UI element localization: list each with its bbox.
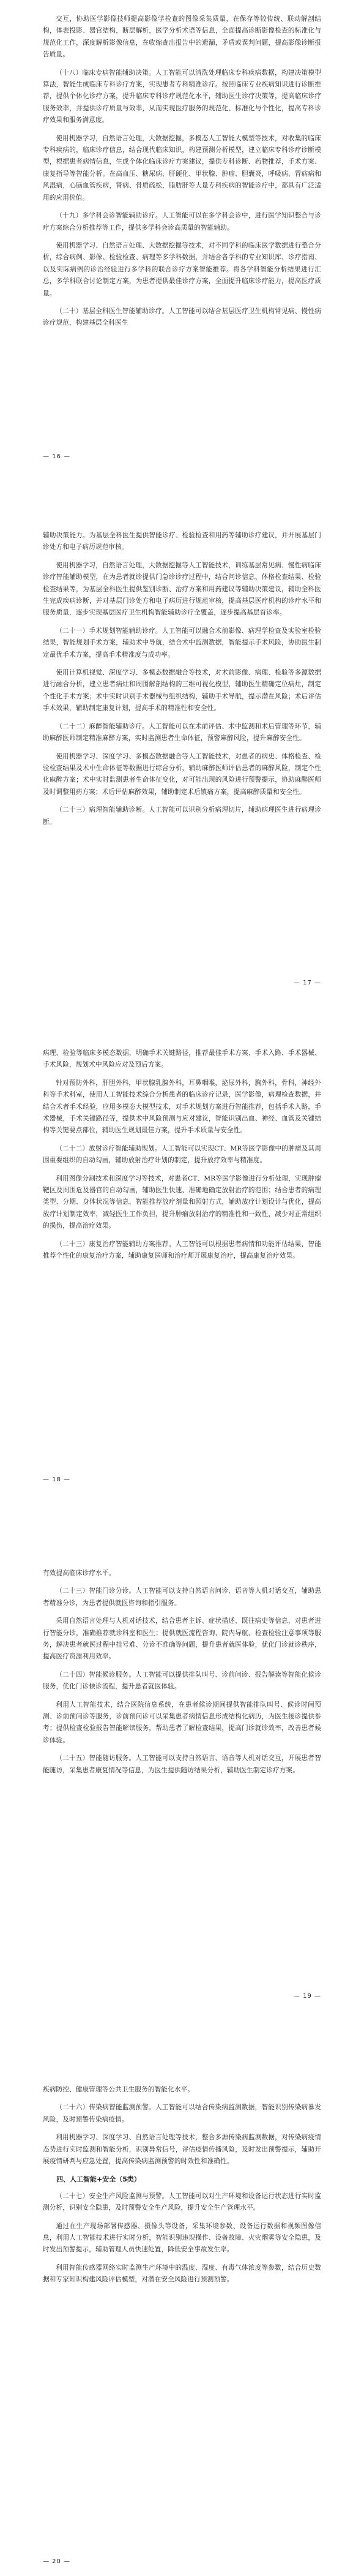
page-body [43, 530, 321, 828]
page-number: — 18 — [43, 1476, 71, 1483]
page-body [43, 2084, 321, 2286]
paragraph: （二十）基层全科医生智能辅助诊疗。人工智能可以结合基层医疗卫生机构常见病、慢性病诊疗规范，构建基层全科医生 [43, 307, 321, 327]
document-page-2 [0, 515, 364, 1030]
paragraph: 交互，协助医学影像技师提高影像学检查的图像采集质量，在保存等较传统、联动解剖结构，体表投影、器官结构，断层解析，医学分析术语等信息，全面提高诊断影像检查的标准化与规范化工作，深度解析影像信息，在收缩查出报告中的遗漏，矛盾或误判问题，提高影像诊断报告质量。 [43, 15, 321, 59]
paragraph: 病理、检验等临床多模态数据，明确手术关键路径，推荐最佳手术方案、手术入路、手术器械、手术风险，规划术中风险应对及预后方案。 [43, 1049, 321, 1069]
paragraph: 采用自然语言处理与人机对话技术，结合患者主诉、症状描述、既往病史等信息，对患者进行智能分诊，准确推荐就诊科室和医生；提供就医流程咨询、院内导航、检查检验注意事项等服务，解决患者就医过程中挂号难、分诊不准确等问题，提升患者就医体验，优化门诊就诊秩序，提高医疗资源利用效率。 [43, 1617, 321, 1661]
paragraph: 使用机器学习、自然语言处理、大数据挖掘等技术，对不同学科的临床医学数据进行整合分析，综合病例、影像、检验检查、病理等多学科数据，并结合各学科的专业知识库、诊疗指南、以及实际病例的诊治经验进行多学科的联合诊疗方案智能推荐。将各学科智能分析结果进行汇总，多学科联合讨论制定方案，为患者提供最佳诊疗方案，全面提升临床诊疗能力，提高医疗质量。 [43, 241, 321, 297]
paragraph: 针对预防外科，肝胆外科，甲状腺乳腺外科，耳鼻咽喉，泌尿外科，胸外科，骨科，神经外科等手术科室，使用人工智能技术综合分析患者的临床诊疗记录，医学影像，病理检查数据，并结合术者手术经验，应用多模态大模型技术，对手术规划方案进行智能推荐，包括手术入路，手术器械，手术关键路径等，提供术中风险预测与应对建议，智能识别出血、神经、血管及关键结构等关键要点部位，辅助医生规划最佳方案，提升手术质量与安全性。 [43, 1079, 321, 1135]
paragraph: （二十二）麻醉智能辅助诊疗。人工智能可以在术前评估、术中监测和术后管理等环节，辅助麻醉医师制定精准麻醉方案，实时监测患者生命体征，预警麻醉风险，提升麻醉安全性。 [43, 722, 321, 742]
paragraph: （二十一）手术规划智能辅助诊疗。人工智能可以融合术前影像、病理学检查及实验室检验结果，智能规划手术方案，辅助术中导航，结合术中监测数据，智能提示手术风险，协助医生制定最优手术方案，提高手术精准度与成功率。 [43, 627, 321, 659]
paragraph: 利用智能传感器网络实时监测生产环境中的温度、湿度、有毒气体浓度等参数，结合历史数据和专家知识构建风险评估模型，对潜在安全风险进行预测预警。 [43, 2264, 321, 2284]
document-page-4 [0, 1546, 364, 2061]
paragraph: （二十三）病理智能辅助诊断。人工智能可以识别分析病理切片，辅助病理医生进行病理诊断。 [43, 806, 321, 826]
paragraph: 有效提高临床诊疗水平。 [43, 1569, 116, 1577]
paragraph: （二十二）放射诊疗智能辅助规划。人工智能可以实现CT、MR等医学影像中的肿瘤及其周围重要组织的自动勾画，辅助放射治疗计划的制定，提升放疗效率与精准度。 [43, 1144, 321, 1165]
paragraph: 利用人工智能技术，结合医院信息系统，在患者候诊期间提供智能排队叫号、候诊时间预测、诊前预问诊等服务，诊前预问诊可以采集患者病情信息形成结构化病历，为医生接诊提供参考；提供检查检验报告智能解读服务，帮助患者了解检查结果，提高门诊就诊效率，改善患者候诊体验。 [43, 1701, 321, 1744]
paragraph: 使用机器学习，自然语言处理，大数据挖掘，多模态人工智能大模型等技术，对收集的临床专科疾病的，临床诊疗信息，结合现代临床知识，构建预测分析模型，建立临床专科诊疗诊断模型，根据患者病情信息，生成个体化临床诊疗方案建议，提供专科诊断、药物推荐，手术方案、康复指导等智能分析。在高血压、糖尿病、肝硬化、甲状腺、肿瘤、胆囊炎，呼吸病、胃病病和风湿病，心脑血管疾病，肾病、骨质疏松，脂肪肝等大量专科疾病的智能诊疗中，都具有广泛适用的应用价值。 [43, 134, 321, 202]
page-body [43, 1048, 321, 1263]
page-number: — 19 — [293, 1993, 321, 2000]
section-heading: 四、人工智能+安全（5类） [56, 2175, 141, 2184]
paragraph: 使用机器学习，自然语言处理，大数据挖掘等人工智能技术，训练基层常见病、慢性病临床诊疗智能辅助模型，在为患者就诊提供门急诊诊疗过程中，结合问诊信息、体格检查结果、检验检查结果等，为基层全科医生提供鉴别诊断、治疗方案和用药建议等辅助决策建议，辅助全科医生完成疾病诊断，并对基层门诊处方和电子病历进行规范审核，提高基层医疗机构的诊疗水平和服务质量，逐步实现基层医疗卫生机构智能辅助诊疗全覆盖，逐步提高基层首诊率。 [43, 561, 321, 617]
paragraph: （二十七）安全生产风险监测与预警。人工智能可以对生产环境和设备运行状态进行实时监测分析，识别安全隐患，及时预警安全生产风险，提升安全生产管理水平。 [43, 2192, 321, 2212]
paragraph: 使用机器学习、深度学习、多模态数据融合等人工智能技术，对患者的病史、体格检查、检验检查结果及术中生命体征等数据进行综合分析，辅助麻醉医师评估患者的麻醉风险，制定个性化麻醉方案；术中实时监测患者生命体征变化，对可能出现的风险进行预警提示，协助麻醉医师及时调整用药方案；术后评估麻醉效果，辅助制定术后镇痛方案，提高麻醉质量和安全性。 [43, 752, 321, 796]
paragraph: （二十五）智能随访服务。人工智能可以支持自然语言、语音等人机对话交互，开展患者智能随访，采集患者康复情况等信息，为医生提供随访结果分析，辅助医生制定诊疗方案。 [43, 1754, 321, 1774]
paragraph: 疾病防控、健康管理等公共卫生服务的智能化水平。 [43, 2086, 195, 2093]
paragraph: 利用图像分割技术和深度学习等技术，对患者CT、MR等医学影像进行分析处理，实现肿瘤靶区及周围危及器官的自动勾画，辅助医生快速、准确地确定放射治疗的范围；结合患者的病理类型、分期、身体状况等信息，智能推荐放疗剂量和照射方式，辅助放疗计划设计与优化，提高放疗计划制定效率，减轻医生工作负担，提升肿瘤放射治疗的精准性和一致性，减少对正常组织的损伤，提高治疗效果。 [43, 1174, 321, 1230]
paragraph: （二十六）传染病智能监测预警。人工智能可以结合传染病监测数据，智能识别传染病暴发风险，及时预警传染病疫情。 [43, 2104, 321, 2123]
paragraph: 利用机器学习、深度学习、自然语言处理等技术，整合多源传染病监测数据，对传染病疫情态势进行实时监测和智能分析，识别异常信号，评估疫情传播风险，及时发出预警提示，辅助开展疫情研判与应急处置，提高传染病监测预警的时效性和准确性。 [43, 2134, 321, 2166]
document-page-3 [0, 1030, 364, 1546]
paragraph: 辅助决策能力。为基层全科医生提供智能诊疗、检验检查和用药等辅助诊疗建议，并开展基层门诊处方和电子病历规范审核。 [43, 532, 321, 551]
paragraph: （十九）多学科会诊智能辅助诊疗。人工智能可以在多学科会诊中，进行医学知识整合与诊疗方案综合分析推荐等工作，提供多学科会诊高质量的智能辅助。 [43, 212, 321, 232]
document-page-5 [0, 2061, 364, 2576]
page-number: — 17 — [293, 980, 321, 986]
page-body [43, 1568, 321, 1777]
paragraph: （二十三）康复治疗智能辅助方案推荐。人工智能可以根据患者病情和功能评估结果，智能推荐个性化的康复治疗方案，辅助康复医师和治疗师开展康复治疗，提高康复治疗效果。 [43, 1240, 321, 1260]
paragraph: （二十三）智能门诊分诊。人工智能可以支持自然语言问诊、语音等人机对话交互，辅助患者精准分诊，为患者提供就医咨询和指引服务。 [43, 1587, 321, 1607]
paragraph: （二十四）智能候诊服务。人工智能可以提供排队叫号、诊前问诊、报告解读等智能化候诊服务，优化门诊候诊流程，提升患者就医体验。 [43, 1671, 321, 1691]
paragraph: （十八）临床专病智能辅助决策。人工智能可以清洗处理临床专科疾病数据，构建决策模型算法，智能生成临床专科诊疗方案，实现患者专科精准诊疗。按照临床专业疾病知识进行诊断推荐，提供个体化诊疗方案，提升临床专科诊疗规范化水平，辅助医生诊疗决策等，提高临床诊疗服务效率，并提供诊疗质量与效率，从而实现医疗服务的规范化、标准化与个性化，提高专科诊疗效果和服务满意度。 [43, 69, 321, 124]
paragraph: 通过在生产现场部署传感器、摄像头等设备，采集环境参数、设备运行数据和视频图像信息，利用人工智能技术进行实时分析，智能识别违规操作、设备故障、火灾烟雾等安全隐患，及时发出预警提示，辅助管理人员快速处置，降低安全事故发生率。 [43, 2222, 321, 2254]
page-number: — 16 — [43, 453, 71, 460]
paragraph: 使用计算机视觉、深度学习、多模态数据融合等技术，对术前影像、病理、检验等多源数据进行融合分析，建立患者病灶和周围解剖结构的三维可视化模型，辅助医生精确定位病灶，制定个性化手术方案；术中实时识别手术器械与组织结构，辅助手术导航，提示潜在风险；术后评估手术效果，辅助制定康复计划，提高手术的精准性和安全性。 [43, 669, 321, 712]
document-page-1 [0, 0, 364, 515]
page-number: — 20 — [43, 2558, 71, 2565]
page-body [43, 13, 321, 330]
